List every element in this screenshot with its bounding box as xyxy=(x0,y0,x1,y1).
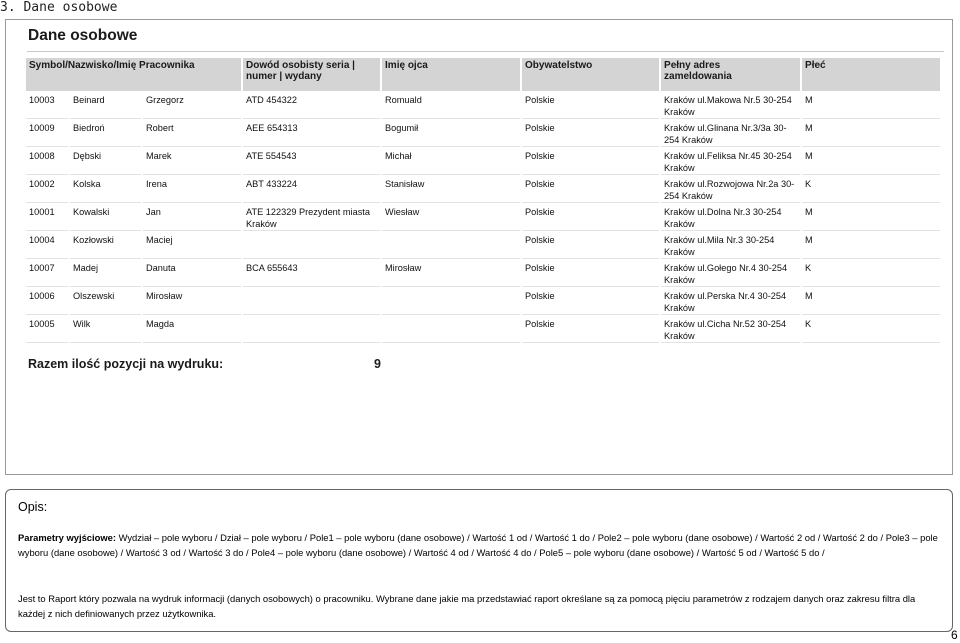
cell-symbol: 10003 xyxy=(26,91,69,119)
cell-father-name: Stanisław xyxy=(381,175,521,203)
table-row xyxy=(26,175,941,203)
column-header-address: Pełny adres zameldowania xyxy=(660,58,801,91)
column-header-citizenship: Obywatelstwo xyxy=(521,58,660,91)
cell-citizenship: Polskie xyxy=(521,259,660,287)
cell-sex: M xyxy=(801,91,941,119)
cell-father-name: Wiesław xyxy=(381,203,521,231)
output-parameters-text: Wydział – pole wyboru / Dział – pole wyboru / Pole1 – pole wyboru (dane osobowe) / Wartość 1 od / Wartość 1 do / Pole2 – pole wyboru (dane osobowe) / Wartość 2 od / Wartość 2 do / Pole3 – pole wyboru (dane osobowe) / Wartość 3 od / Wartość 3 do / Pole4 – pole wyboru (dane osobowe) / Wartość 4 od / Wartość 4 do / Pole5 – pole wyboru (dane osobowe) / Wartość 5 od / Wartość 5 do / xyxy=(18,532,938,558)
cell-address: Kraków ul.Gołego Nr.4 30-254 Kraków xyxy=(660,259,801,287)
table-row xyxy=(26,231,941,259)
cell-first-name: Magda xyxy=(142,315,242,343)
table-row xyxy=(26,259,941,287)
table-row xyxy=(26,147,941,175)
cell-sex: M xyxy=(801,287,941,315)
column-header-father-name: Imię ojca xyxy=(381,58,521,91)
title-divider xyxy=(27,51,944,52)
cell-address: Kraków ul.Mila Nr.3 30-254 Kraków xyxy=(660,231,801,259)
cell-first-name: Marek xyxy=(142,147,242,175)
cell-citizenship: Polskie xyxy=(521,231,660,259)
description-heading: Opis: xyxy=(18,500,48,514)
description-text: Jest to Raport który pozwala na wydruk informacji (danych osobowych) o pracowniku. Wybrane dane jakie ma przedstawiać raport określane są za pomocą pięciu parametrów z rodzajem danych oraz zakresu filtra dla każdej z nich definiowanych przez użytkownika. xyxy=(18,593,916,619)
column-header-employee: Symbol/Nazwisko/Imię Pracownika xyxy=(26,58,242,91)
table-row xyxy=(26,315,941,343)
cell-symbol: 10002 xyxy=(26,175,69,203)
cell-id-card: AEE 654313 xyxy=(242,119,381,147)
table-header-row xyxy=(26,58,941,91)
cell-first-name: Jan xyxy=(142,203,242,231)
cell-symbol: 10005 xyxy=(26,315,69,343)
cell-symbol: 10009 xyxy=(26,119,69,147)
cell-symbol: 10007 xyxy=(26,259,69,287)
cell-address: Kraków ul.Feliksa Nr.45 30-254 Kraków xyxy=(660,147,801,175)
cell-surname: Beinard xyxy=(69,91,142,119)
cell-surname: Kozłowski xyxy=(69,231,142,259)
table-row xyxy=(26,91,941,119)
cell-father-name: Mirosław xyxy=(381,259,521,287)
cell-symbol: 10008 xyxy=(26,147,69,175)
output-parameters-label: Parametry wyjściowe: xyxy=(18,532,116,543)
cell-father-name: Romuald xyxy=(381,91,521,119)
cell-surname: Wilk xyxy=(69,315,142,343)
cell-id-card xyxy=(242,315,381,343)
cell-surname: Olszewski xyxy=(69,287,142,315)
report-preview xyxy=(5,19,953,475)
cell-surname: Biedroń xyxy=(69,119,142,147)
cell-surname: Dębski xyxy=(69,147,142,175)
cell-id-card: BCA 655643 xyxy=(242,259,381,287)
cell-address: Kraków ul.Perska Nr.4 30-254 Kraków xyxy=(660,287,801,315)
cell-surname: Kolska xyxy=(69,175,142,203)
cell-citizenship: Polskie xyxy=(521,119,660,147)
cell-first-name: Danuta xyxy=(142,259,242,287)
section-title: 3. Dane osobowe xyxy=(0,0,118,15)
cell-first-name: Irena xyxy=(142,175,242,203)
total-label: Razem ilość pozycji na wydruku: xyxy=(28,357,224,371)
cell-address: Kraków ul.Makowa Nr.5 30-254 Kraków xyxy=(660,91,801,119)
cell-id-card xyxy=(242,231,381,259)
cell-address: Kraków ul.Glinana Nr.3/3a 30-254 Kraków xyxy=(660,119,801,147)
cell-symbol: 10001 xyxy=(26,203,69,231)
cell-father-name: Bogumił xyxy=(381,119,521,147)
cell-father-name xyxy=(381,315,521,343)
cell-citizenship: Polskie xyxy=(521,175,660,203)
cell-address: Kraków ul.Dolna Nr.3 30-254 Kraków xyxy=(660,203,801,231)
cell-sex: K xyxy=(801,315,941,343)
cell-citizenship: Polskie xyxy=(521,287,660,315)
cell-father-name: Michał xyxy=(381,147,521,175)
total-value: 9 xyxy=(374,357,381,371)
cell-id-card xyxy=(242,287,381,315)
cell-symbol: 10004 xyxy=(26,231,69,259)
cell-sex: M xyxy=(801,147,941,175)
page-number: 6 xyxy=(951,628,958,642)
column-header-id-card: Dowód osobisty seria | numer | wydany xyxy=(242,58,381,91)
cell-first-name: Grzegorz xyxy=(142,91,242,119)
description-panel xyxy=(5,489,953,632)
cell-sex: K xyxy=(801,259,941,287)
personal-data-table xyxy=(26,58,942,343)
table-row xyxy=(26,203,941,231)
cell-sex: M xyxy=(801,203,941,231)
cell-id-card: ABT 433224 xyxy=(242,175,381,203)
cell-first-name: Robert xyxy=(142,119,242,147)
cell-first-name: Maciej xyxy=(142,231,242,259)
cell-sex: M xyxy=(801,119,941,147)
cell-sex: K xyxy=(801,175,941,203)
report-title: Dane osobowe xyxy=(28,27,138,44)
cell-surname: Madej xyxy=(69,259,142,287)
cell-symbol: 10006 xyxy=(26,287,69,315)
cell-id-card: ATD 454322 xyxy=(242,91,381,119)
cell-sex: M xyxy=(801,231,941,259)
cell-id-card: ATE 554543 xyxy=(242,147,381,175)
cell-address: Kraków ul.Cicha Nr.52 30-254 Kraków xyxy=(660,315,801,343)
cell-citizenship: Polskie xyxy=(521,91,660,119)
table-row xyxy=(26,119,941,147)
cell-surname: Kowalski xyxy=(69,203,142,231)
table-row xyxy=(26,287,941,315)
cell-address: Kraków ul.Rozwojowa Nr.2a 30-254 Kraków xyxy=(660,175,801,203)
cell-father-name xyxy=(381,231,521,259)
cell-citizenship: Polskie xyxy=(521,147,660,175)
cell-father-name xyxy=(381,287,521,315)
cell-citizenship: Polskie xyxy=(521,315,660,343)
cell-first-name: Mirosław xyxy=(142,287,242,315)
cell-citizenship: Polskie xyxy=(521,203,660,231)
output-parameters xyxy=(18,530,943,560)
column-header-sex: Płeć xyxy=(801,58,941,91)
cell-id-card: ATE 122329 Prezydent miasta Kraków xyxy=(242,203,381,231)
